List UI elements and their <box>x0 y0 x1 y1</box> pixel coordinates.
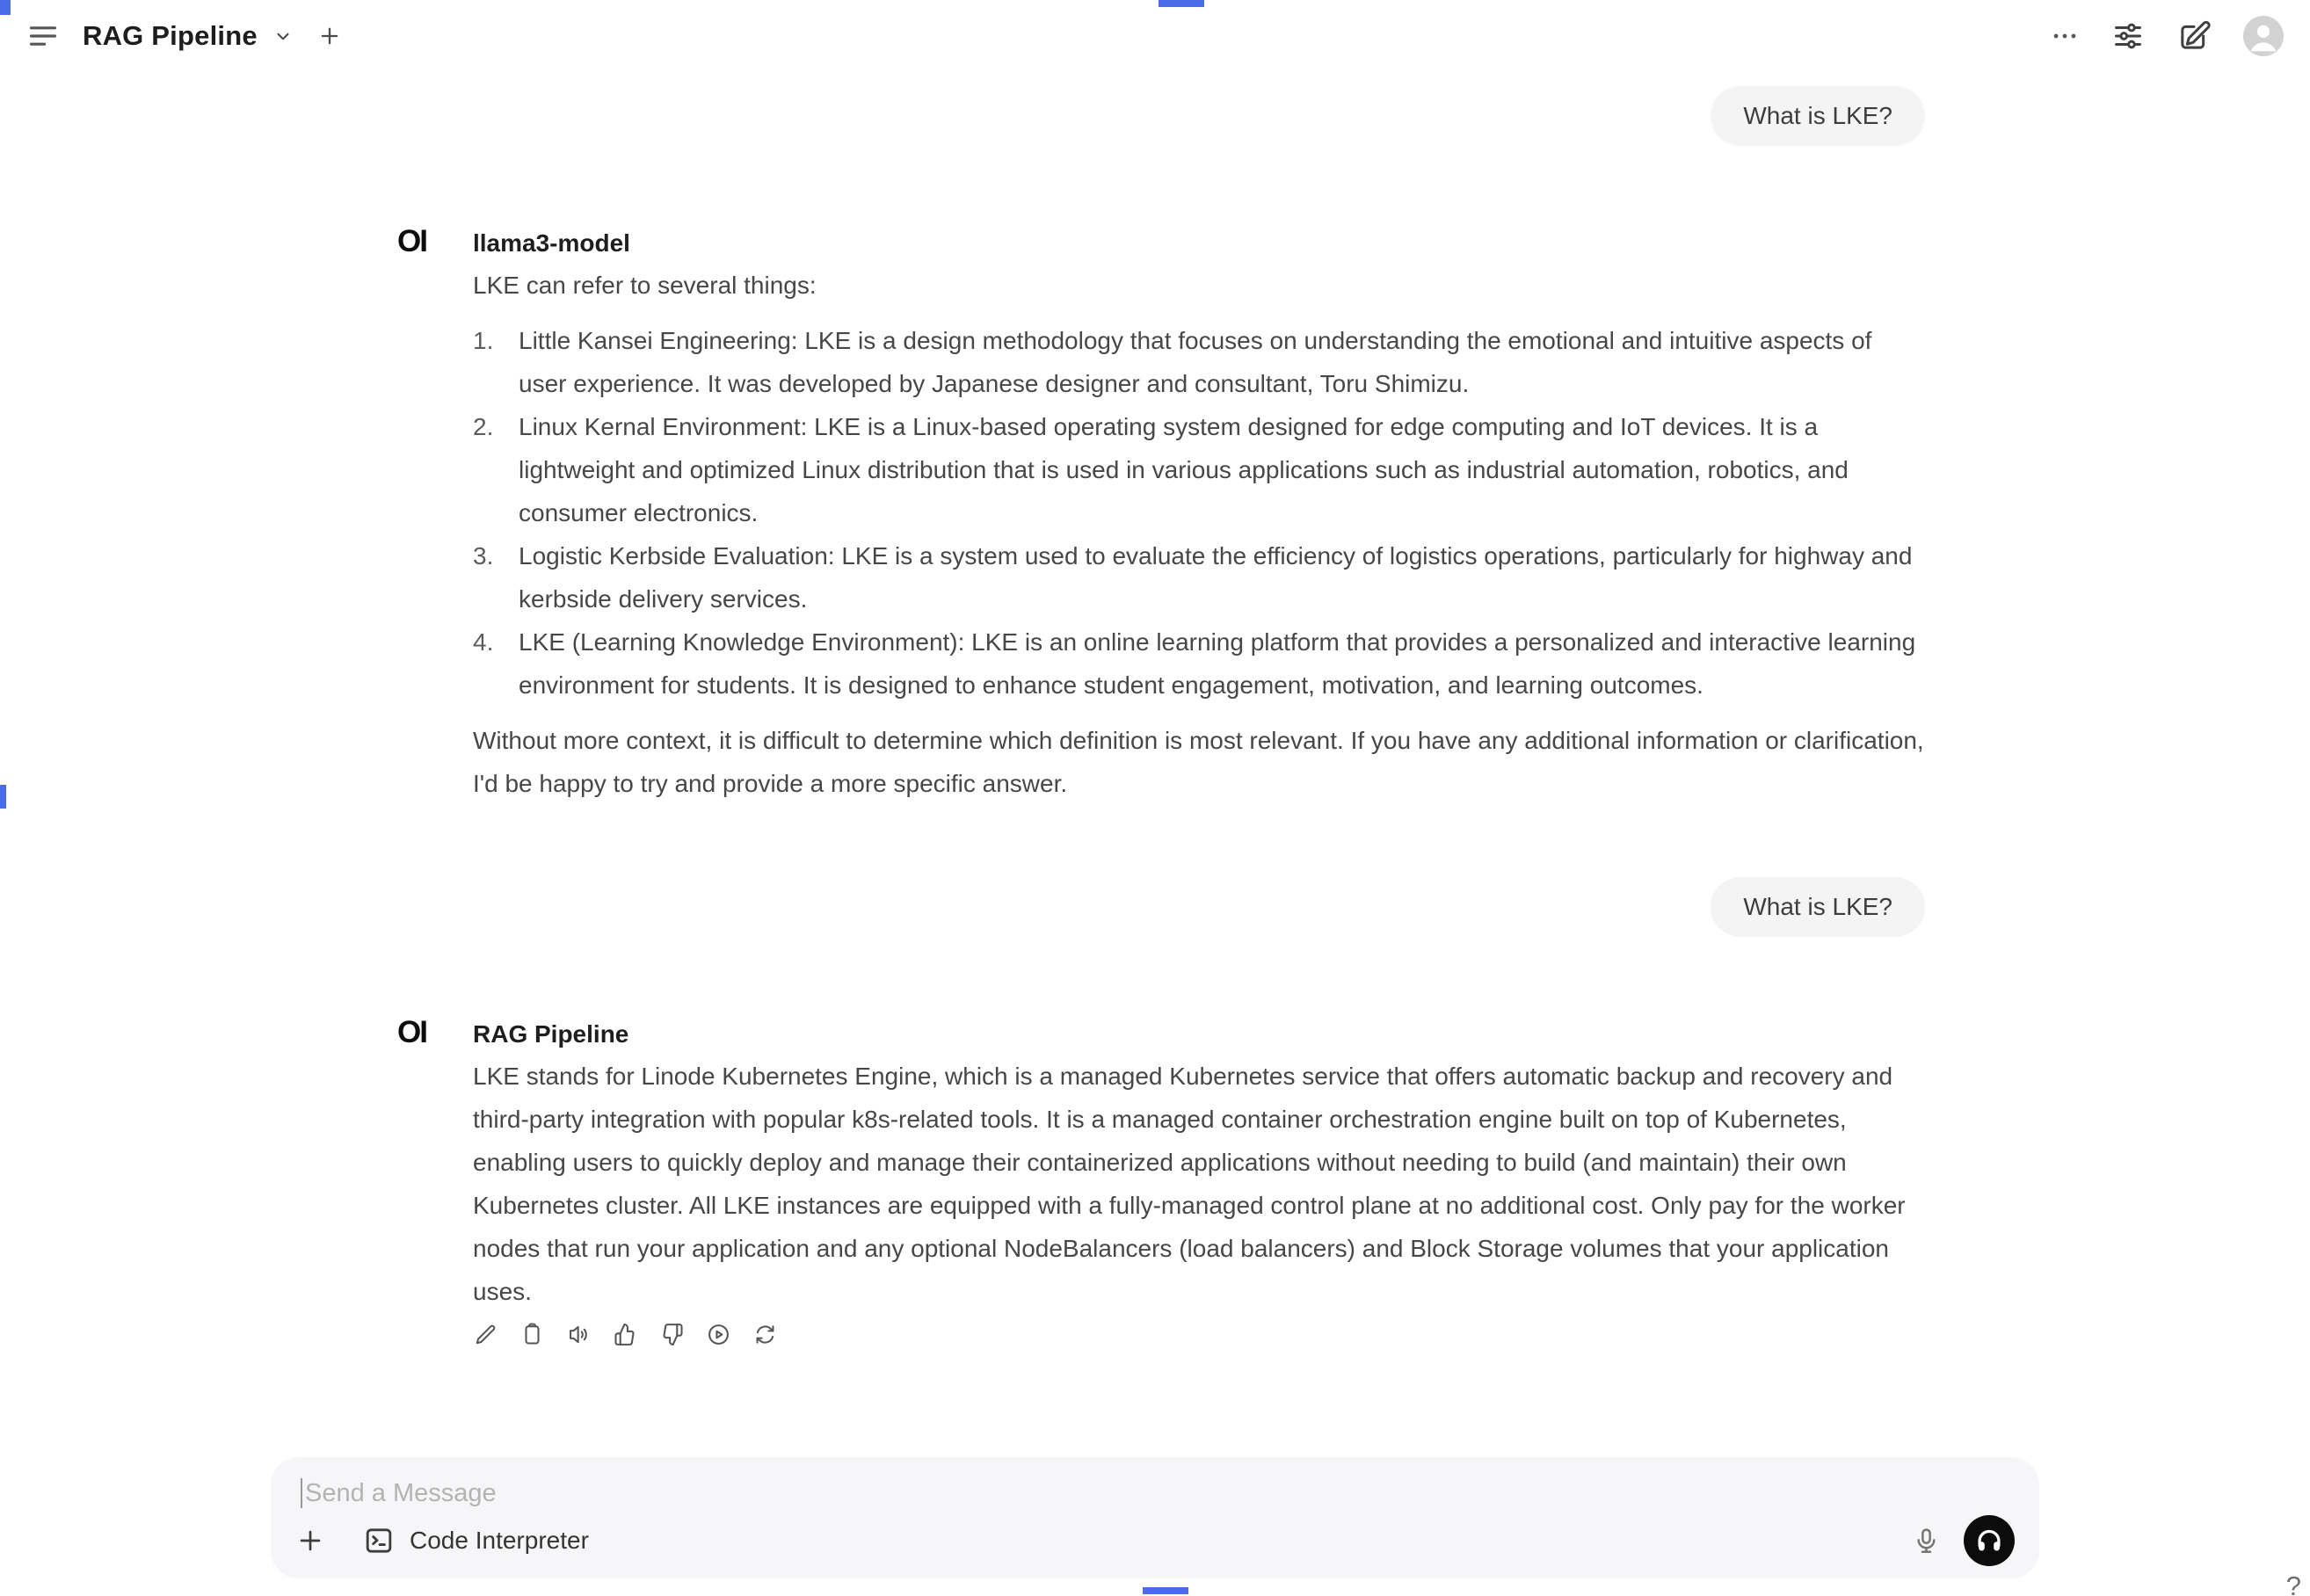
user-message-bubble: What is LKE? <box>1711 877 1925 937</box>
user-message <box>1711 86 1925 146</box>
thumbs-down-icon <box>659 1322 685 1347</box>
refresh-icon <box>752 1322 778 1347</box>
code-interpreter-toggle[interactable] <box>357 1523 594 1558</box>
attach-button[interactable] <box>295 1526 325 1556</box>
composer <box>271 1457 2039 1578</box>
edit-response-button[interactable] <box>473 1322 498 1347</box>
list-item <box>473 405 1925 534</box>
bad-response-button[interactable] <box>659 1322 685 1347</box>
chevron-down-icon <box>272 25 294 47</box>
blue-artifact-top-left <box>0 0 11 15</box>
user-menu-button[interactable] <box>2243 16 2284 56</box>
regenerate-button[interactable] <box>752 1322 778 1347</box>
list-item <box>473 534 1925 620</box>
assistant-message <box>385 1014 1925 1347</box>
user-avatar <box>2243 16 2284 56</box>
list-item-text: Little Kansei Engineering: LKE is a design methodology that focuses on understanding the emotional and intuitive aspects of user experience. It was developed by Japanese designer and consultant, Toru Shimizu. <box>519 327 1872 397</box>
assistant-numbered-list <box>473 319 1925 707</box>
plus-icon <box>317 24 342 48</box>
assistant-text: LKE stands for Linode Kubernetes Engine, which is a managed Kubernetes service that offers automatic backup and recovery and third-party integration with popular k8s-related tools. It is a managed container orchestration engine built on top of Kubernetes, enabling users to quickly deploy and manage their containerized applications without needing to build (and maintain) their own Kubernetes cluster. All LKE instances are equipped with a fully-managed control plane at no additional cost. Only pay for the worker nodes that run your application and any optional NodeBalancers (load balancers) and Block Storage volumes that your application uses. <box>473 1063 1906 1305</box>
speaker-icon <box>566 1322 592 1347</box>
copy-response-button[interactable] <box>519 1322 545 1347</box>
continue-response-button[interactable] <box>706 1322 731 1347</box>
message-actions <box>473 1322 1925 1347</box>
user-message <box>1711 877 1925 937</box>
hamburger-menu-icon <box>26 19 60 53</box>
good-response-button[interactable] <box>613 1322 638 1347</box>
chat-area <box>385 0 1925 1347</box>
list-item-text: Logistic Kerbside Evaluation: LKE is a system used to evaluate the efficiency of logistics operations, particularly for highway and kerbside delivery services. <box>519 542 1913 613</box>
blue-artifact-bottom-center <box>1143 1587 1188 1594</box>
terminal-icon <box>362 1524 396 1557</box>
code-interpreter-label: Code Interpreter <box>410 1527 589 1554</box>
model-name: RAG Pipeline <box>473 1020 629 1048</box>
model-selector[interactable] <box>83 20 294 52</box>
chat-title: RAG Pipeline <box>83 20 258 51</box>
list-item <box>473 319 1925 405</box>
new-chat-plus-button[interactable] <box>317 24 342 48</box>
assistant-intro: LKE can refer to several things: <box>473 272 817 299</box>
blue-artifact-top-center <box>1159 0 1204 7</box>
play-circle-icon <box>706 1322 731 1347</box>
user-message-bubble: What is LKE? <box>1711 86 1925 146</box>
ellipsis-icon <box>2050 21 2080 51</box>
clipboard-icon <box>519 1322 545 1347</box>
plus-icon <box>295 1526 325 1556</box>
headphones-icon <box>1974 1526 2004 1556</box>
text-caret <box>301 1478 302 1508</box>
list-item-text: Linux Kernal Environment: LKE is a Linux-based operating system designed for edge computing and IoT devices. It is a lightweight and optimized Linux distribution that is used in various applications such as industrial automation, robotics, and consumer electronics. <box>519 413 1849 526</box>
assistant-avatar-logo: OI <box>397 224 426 258</box>
list-number: 3. <box>473 542 494 569</box>
sidebar-toggle-button[interactable] <box>26 19 60 53</box>
composer-toolbar <box>295 1515 2015 1566</box>
pencil-square-icon <box>2176 18 2212 54</box>
list-item-text: LKE (Learning Knowledge Environment): LKE is an online learning platform that provides a personalized and interactive learning environment for students. It is designed to enhance student engagement, motivation, and learning outcomes. <box>519 628 1916 699</box>
list-number: 4. <box>473 628 494 656</box>
message-input[interactable] <box>301 1478 2009 1508</box>
more-options-button[interactable] <box>2050 21 2080 51</box>
microphone-icon <box>1912 1527 1941 1556</box>
voice-input-button[interactable] <box>1912 1527 1941 1556</box>
assistant-avatar-logo: OI <box>397 1015 426 1049</box>
list-number: 2. <box>473 413 494 440</box>
help-button[interactable]: ? <box>2281 1570 2306 1596</box>
pencil-icon <box>473 1322 498 1347</box>
assistant-outro: Without more context, it is difficult to determine which definition is most relevant. If you have any additional information or clarification, I'd be happy to try and provide a more specific answer. <box>473 727 1924 797</box>
message-input-placeholder: Send a Message <box>305 1478 497 1507</box>
new-chat-button[interactable] <box>2176 18 2212 54</box>
list-number: 1. <box>473 327 494 354</box>
blue-artifact-left-edge <box>0 785 6 809</box>
controls-button[interactable] <box>2111 19 2145 53</box>
thumbs-up-icon <box>613 1322 638 1347</box>
header <box>0 0 2310 72</box>
read-aloud-button[interactable] <box>566 1322 592 1347</box>
model-name: llama3-model <box>473 229 630 257</box>
sliders-icon <box>2111 19 2145 53</box>
assistant-message <box>385 223 1925 805</box>
call-button[interactable] <box>1964 1515 2015 1566</box>
list-item <box>473 620 1925 707</box>
